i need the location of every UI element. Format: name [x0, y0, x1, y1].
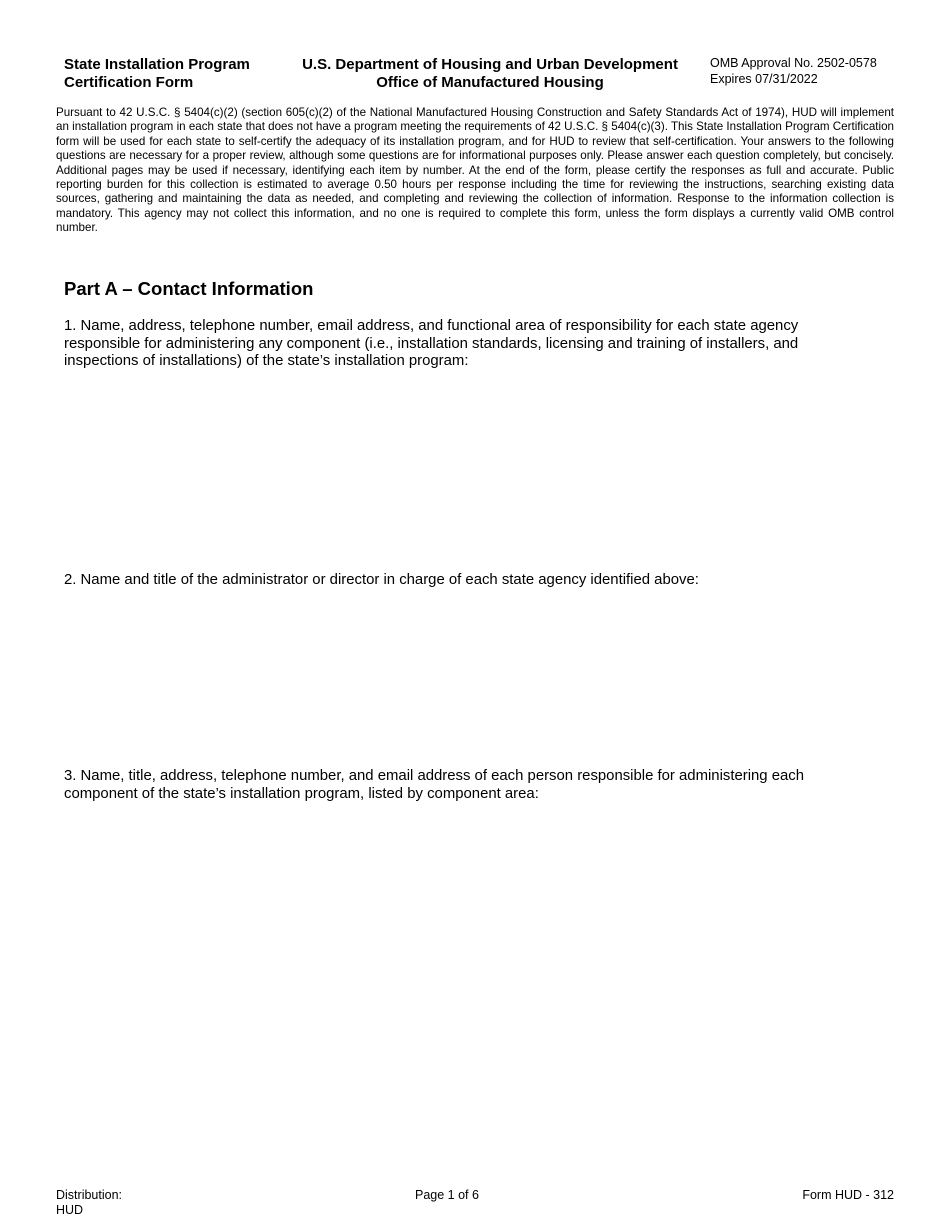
form-title-line-2: Certification Form — [64, 74, 194, 91]
office-name: Office of Manufactured Housing — [376, 74, 604, 91]
distribution-label: Distribution: — [56, 1188, 122, 1202]
question-2: 2. Name and title of the administrator or director in charge of each state agency identified above: — [64, 572, 699, 588]
intro-paragraph: Pursuant to 42 U.S.C. § 5404(c)(2) (section 605(c)(2) of the National Manufactured Housing Construction and Safety Standards Act of 1974), HUD will implement an installation program in each state that does not have a program meeting the requirements of 42 U.S.C. § 5404(c)(3). This State Installation Program Certification form will be used for each state to self-certify the adequacy of its installation program, and for HUD to review that self-certification. Your answers to the following questions are necessary for a proper review, although some questions are for informational purposes only. Please answer each question completely, but concisely. Additional pages may be used if necessary, identifying each item by number. At the end of the form, please certify the responses as full and accurate. Public reporting burden for this collection is estimated to average 0.50 hours per response including the time for reviewing the instructions, searching existing data sources, gathering and maintaining the data as needed, and completing and reviewing the collection of information. Response to the information collection is mandatory. This agency may not collect this information, and no one is required to complete this form, unless the form displays a currently valid OMB control number. — [56, 106, 894, 235]
page-number: Page 1 of 6 — [415, 1188, 479, 1202]
omb-info — [710, 55, 910, 87]
question-2-answer-area[interactable] — [64, 596, 894, 756]
question-1: 1. Name, address, telephone number, email address, and functional area of responsibility for each state agency responsible for administering any component (i.e., installation standards, licensing and training of installers, and inspections of installations) of the state’s installation program: — [64, 318, 799, 370]
question-1-answer-area[interactable] — [64, 376, 894, 556]
form-title — [64, 56, 284, 92]
distribution-value: HUD — [56, 1203, 84, 1217]
distribution — [56, 1188, 122, 1218]
part-a-title: Part A – Contact Information — [64, 278, 314, 299]
form-number: Form HUD - 312 — [802, 1188, 894, 1202]
question-3: 3. Name, title, address, telephone number, and email address of each person responsible for administering each component of the state’s installation program, listed by component area: — [64, 768, 804, 802]
agency-heading — [290, 56, 690, 92]
omb-approval-number: OMB Approval No. 2502-0578 — [710, 56, 877, 70]
question-3-answer-area[interactable] — [64, 810, 894, 1170]
omb-expiration: Expires 07/31/2022 — [710, 72, 818, 86]
agency-name: U.S. Department of Housing and Urban Development — [302, 56, 678, 73]
form-title-line-1: State Installation Program — [64, 56, 250, 73]
